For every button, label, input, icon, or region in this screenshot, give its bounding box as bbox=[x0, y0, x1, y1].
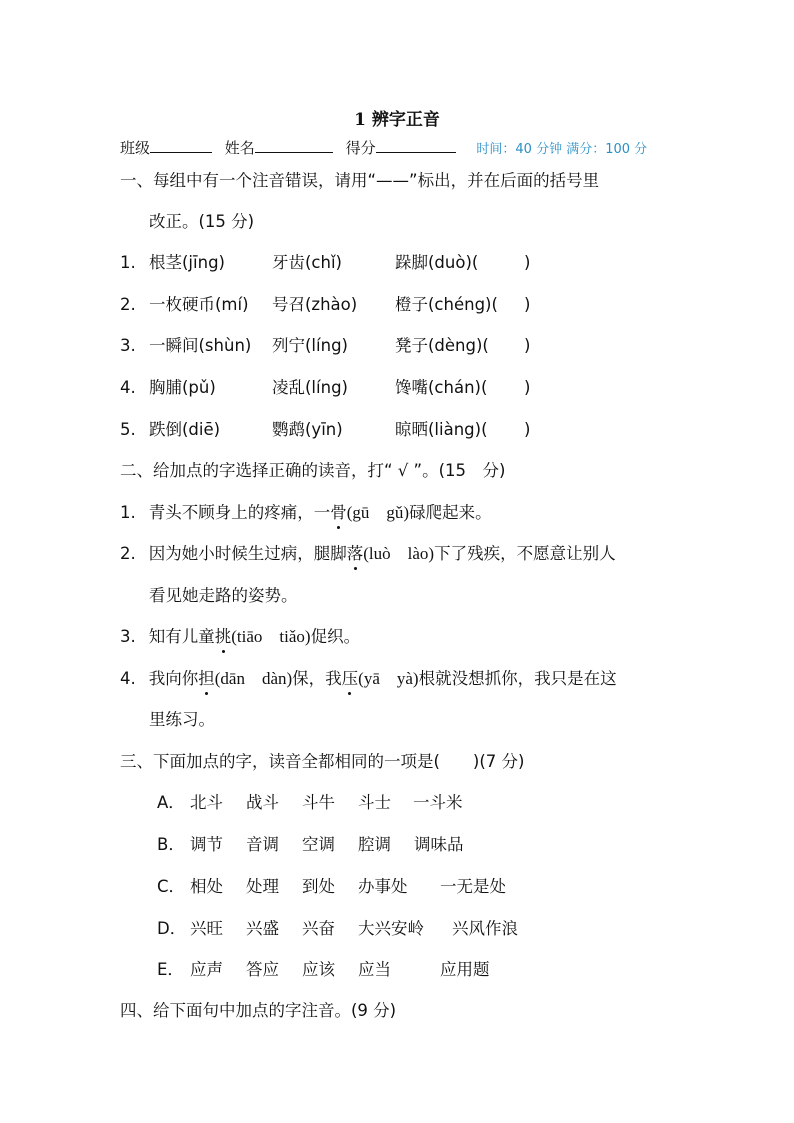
word-option-b[interactable]: 鹦鹉(yīn) bbox=[272, 420, 343, 439]
class-label: 班级 bbox=[120, 139, 151, 157]
section3-heading: 三、下面加点的字，读音全都相同的一项是( )(7 分) bbox=[120, 752, 525, 771]
answer-paren-close: ) bbox=[524, 378, 531, 397]
dotted-char: 担 bbox=[198, 669, 215, 688]
option-word: 处理 bbox=[246, 877, 279, 896]
option-word: 一无是处 bbox=[440, 877, 506, 896]
section2-question-2-line2: 看见她走路的姿势。 bbox=[149, 586, 298, 605]
word-option-c[interactable]: 凳子(dèng)( bbox=[395, 336, 489, 355]
section1-heading-line1: 一、每组中有一个注音错误，请用“——”标出，并在后面的括号里 bbox=[120, 171, 600, 190]
pinyin-choices[interactable]: (yā yà) bbox=[358, 669, 419, 688]
option-word: 调味品 bbox=[414, 835, 464, 854]
option-label[interactable]: D． bbox=[157, 919, 187, 938]
option-word: 斗士 bbox=[358, 793, 391, 812]
question-number: 4. bbox=[120, 378, 136, 397]
name-blank[interactable] bbox=[255, 138, 333, 153]
pinyin-choices[interactable]: (luò lào) bbox=[363, 544, 435, 563]
option-word: 一斗米 bbox=[413, 793, 463, 812]
word-option-a[interactable]: 一枚硬币(mí) bbox=[149, 295, 249, 314]
option-word: 兴旺 bbox=[190, 919, 223, 938]
question-number: 1. bbox=[120, 253, 136, 272]
option-word: 应当 bbox=[358, 960, 391, 979]
question-text: 因为她小时候生过病，腿脚 bbox=[148, 544, 347, 563]
dotted-char: 压 bbox=[341, 669, 359, 688]
option-word: 空调 bbox=[302, 835, 335, 854]
option-word: 大兴安岭 bbox=[358, 919, 424, 938]
section2-heading: 二、给加点的字选择正确的读音，打“ √ ”。(15 分) bbox=[120, 461, 506, 480]
word-option-b[interactable]: 号召(zhào) bbox=[272, 295, 358, 314]
question-number: 4. bbox=[120, 669, 136, 688]
section2-question-4 bbox=[120, 668, 617, 690]
answer-paren-close: ) bbox=[524, 295, 531, 314]
question-text: 碌爬起来。 bbox=[409, 503, 492, 522]
student-info-line bbox=[120, 137, 647, 158]
answer-paren-close: ) bbox=[524, 336, 531, 355]
option-word: 兴风作浪 bbox=[452, 919, 518, 938]
option-word: 答应 bbox=[246, 960, 279, 979]
word-option-b[interactable]: 列宁(líng) bbox=[272, 336, 348, 355]
section2-question-4-line2: 里练习。 bbox=[149, 710, 215, 729]
question-number: 5. bbox=[120, 420, 136, 439]
pinyin-choices[interactable]: (gū gǔ) bbox=[346, 503, 410, 522]
word-option-c[interactable]: 晾晒(liàng)( bbox=[395, 420, 488, 439]
option-label[interactable]: A． bbox=[157, 793, 185, 812]
section2-question-1 bbox=[120, 502, 492, 524]
question-text: 促织。 bbox=[310, 627, 361, 646]
question-number: 3. bbox=[120, 627, 136, 646]
time-score-meta: 时间：40 分钟 满分：100 分 bbox=[476, 142, 648, 157]
question-number: 3. bbox=[120, 336, 136, 355]
option-word: 腔调 bbox=[358, 835, 391, 854]
dotted-char: 落 bbox=[346, 544, 364, 563]
question-number: 2. bbox=[120, 295, 136, 314]
option-word: 应该 bbox=[302, 960, 335, 979]
question-text: 下了残疾，不愿意让别人 bbox=[434, 544, 616, 563]
dotted-char: 骨 bbox=[330, 503, 347, 522]
section1-heading-line2: 改正。(15 分) bbox=[149, 212, 255, 231]
answer-paren-close: ) bbox=[524, 420, 531, 439]
option-word: 到处 bbox=[302, 877, 335, 896]
option-word: 北斗 bbox=[190, 793, 223, 812]
option-word: 音调 bbox=[246, 835, 279, 854]
question-text: 根就没想抓你，我只是在这 bbox=[418, 669, 617, 688]
word-option-a[interactable]: 根茎(jīng) bbox=[149, 253, 225, 272]
option-word: 应用题 bbox=[440, 960, 490, 979]
word-option-a[interactable]: 胸脯(pǔ) bbox=[149, 378, 216, 397]
word-option-c[interactable]: 跺脚(duò)( bbox=[395, 253, 479, 272]
option-label[interactable]: E． bbox=[157, 960, 184, 979]
option-word: 应声 bbox=[190, 960, 223, 979]
pinyin-choices[interactable]: (tiāo tiǎo) bbox=[231, 627, 311, 646]
pinyin-choices[interactable]: (dān dàn) bbox=[214, 669, 293, 688]
page-title: 1 辨字正音 bbox=[354, 110, 440, 130]
word-option-b[interactable]: 凌乱(líng) bbox=[272, 378, 348, 397]
option-word: 相处 bbox=[190, 877, 223, 896]
word-option-c[interactable]: 馋嘴(chán)( bbox=[395, 378, 488, 397]
section2-question-2 bbox=[120, 543, 616, 565]
option-word: 兴盛 bbox=[246, 919, 279, 938]
word-option-c[interactable]: 橙子(chéng)( bbox=[395, 295, 498, 314]
question-text: 青头不顾身上的疼痛，一 bbox=[148, 503, 331, 522]
answer-paren-close: ) bbox=[524, 253, 531, 272]
word-option-a[interactable]: 跌倒(diē) bbox=[149, 420, 221, 439]
question-text: 保，我 bbox=[292, 669, 342, 688]
score-blank[interactable] bbox=[376, 138, 456, 153]
question-number: 1. bbox=[120, 503, 136, 522]
section2-question-3 bbox=[120, 626, 360, 648]
word-option-b[interactable]: 牙齿(chǐ) bbox=[272, 253, 342, 272]
option-word: 斗牛 bbox=[302, 793, 335, 812]
section4-heading: 四、给下面句中加点的字注音。(9 分) bbox=[120, 1001, 397, 1020]
dotted-char: 挑 bbox=[214, 627, 232, 646]
score-label: 得分 bbox=[345, 139, 376, 157]
class-blank[interactable] bbox=[150, 138, 212, 153]
option-label[interactable]: C． bbox=[157, 877, 186, 896]
option-word: 办事处 bbox=[358, 877, 408, 896]
option-word: 战斗 bbox=[246, 793, 279, 812]
name-label: 姓名 bbox=[224, 139, 255, 157]
question-text: 我向你 bbox=[148, 669, 199, 688]
question-text: 知有儿童 bbox=[148, 627, 215, 646]
option-word: 兴奋 bbox=[302, 919, 335, 938]
option-word: 调节 bbox=[190, 835, 223, 854]
question-number: 2. bbox=[120, 544, 136, 563]
option-label[interactable]: B． bbox=[157, 835, 185, 854]
word-option-a[interactable]: 一瞬间(shùn) bbox=[149, 336, 252, 355]
